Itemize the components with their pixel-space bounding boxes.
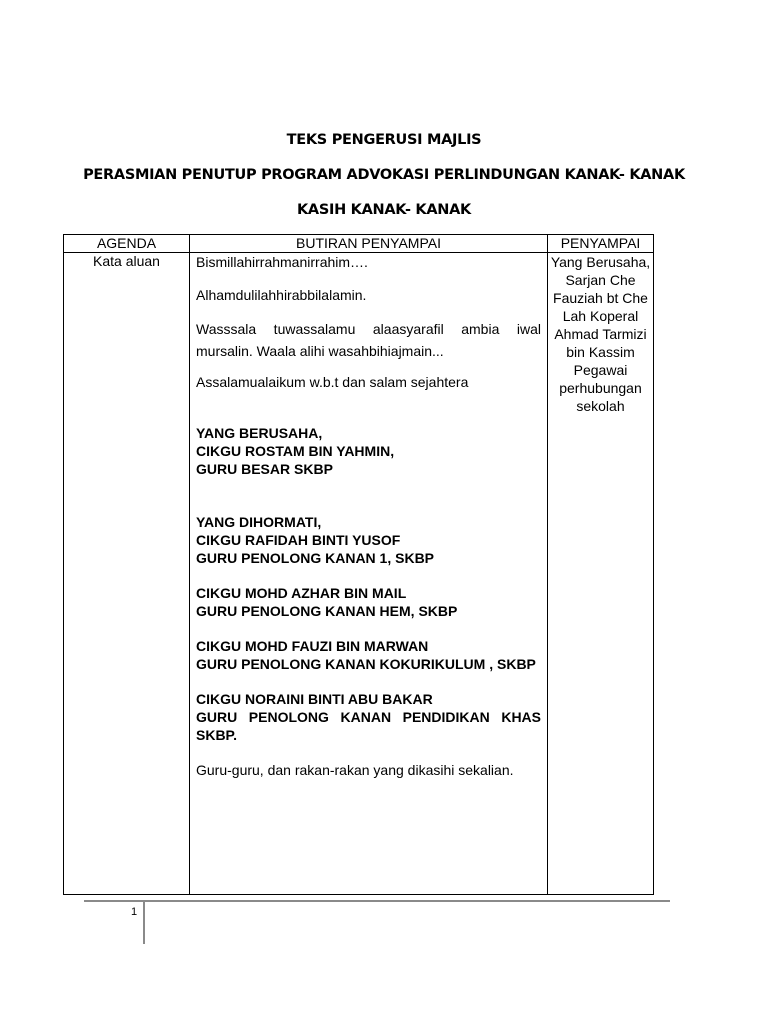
guest-block-gpk-pendidikan-khas [196,690,541,744]
footer-divider [84,900,670,902]
guest-line: CIKGU ROSTAM BIN YAHMIN, [196,443,395,459]
guest-line: GURU PENOLONG KANAN KOKURIKULUM , SKBP [196,656,536,672]
penyampai-cell: Yang Berusaha, Sarjan Che Fauziah bt Che Lah Koperal Ahmad Tarmizi bin Kassim Pegawai perhubungan sekolah [548,253,654,895]
guest-line: CIKGU MOHD AZHAR BIN MAIL [196,585,407,601]
closing-text: Guru-guru, dan rakan-rakan yang dikasihi sekalian. [196,762,514,778]
header-agenda: AGENDA [64,235,190,253]
guest-block-gpk-koku [196,637,541,673]
guest-line: CIKGU RAFIDAH BINTI YUSOF [196,532,401,548]
guest-line: GURU PENOLONG KANAN PENDIDIKAN KHAS SKBP. [196,709,541,743]
footer-vertical-divider [143,902,145,944]
guest-line: GURU BESAR SKBP [196,461,333,477]
guest-line: CIKGU MOHD FAUZI BIN MARWAN [196,638,429,654]
alhamdulillah-text: Alhamdulilahhirabbilalamin. [196,287,367,303]
header-butiran-penyampai: BUTIRAN PENYAMPAI [190,235,548,253]
page-number: 1 [131,906,138,918]
guest-line: CIKGU NORAINI BINTI ABU BAKAR [196,691,433,707]
salam-text: Assalamualaikum w.b.t dan salam sejahtera [196,374,469,390]
header-penyampai: PENYAMPAI [548,235,654,253]
table-row [64,253,654,895]
guest-block-gpk1 [196,513,541,567]
table-header-row [64,235,654,253]
document-subtitle-line1: PERASMIAN PENUTUP PROGRAM ADVOKASI PERLINDUNGAN KANAK- KANAK [83,167,685,183]
opening-text: Bismillahirrahmanirrahim…. [196,254,368,270]
agenda-cell: Kata aluan [64,253,190,895]
guest-block-guru-besar [196,424,541,478]
document-title: TEKS PENGERUSI MAJLIS [286,132,482,148]
guest-line: YANG BERUSAHA, [196,425,323,441]
document-subtitle-line2: KASIH KANAK- KANAK [297,202,471,218]
selawat-text: Wasssala tuwassalamu alaasyarafil ambia iwal mursalin. Waala alihi wasahbihiajmain... [196,321,541,359]
guest-line: GURU PENOLONG KANAN HEM, SKBP [196,603,458,619]
guest-line: YANG DIHORMATI, [196,514,322,530]
guest-block-gpk-hem [196,584,541,620]
butiran-cell [190,253,548,895]
guest-line: GURU PENOLONG KANAN 1, SKBP [196,550,435,566]
agenda-table [63,234,654,895]
